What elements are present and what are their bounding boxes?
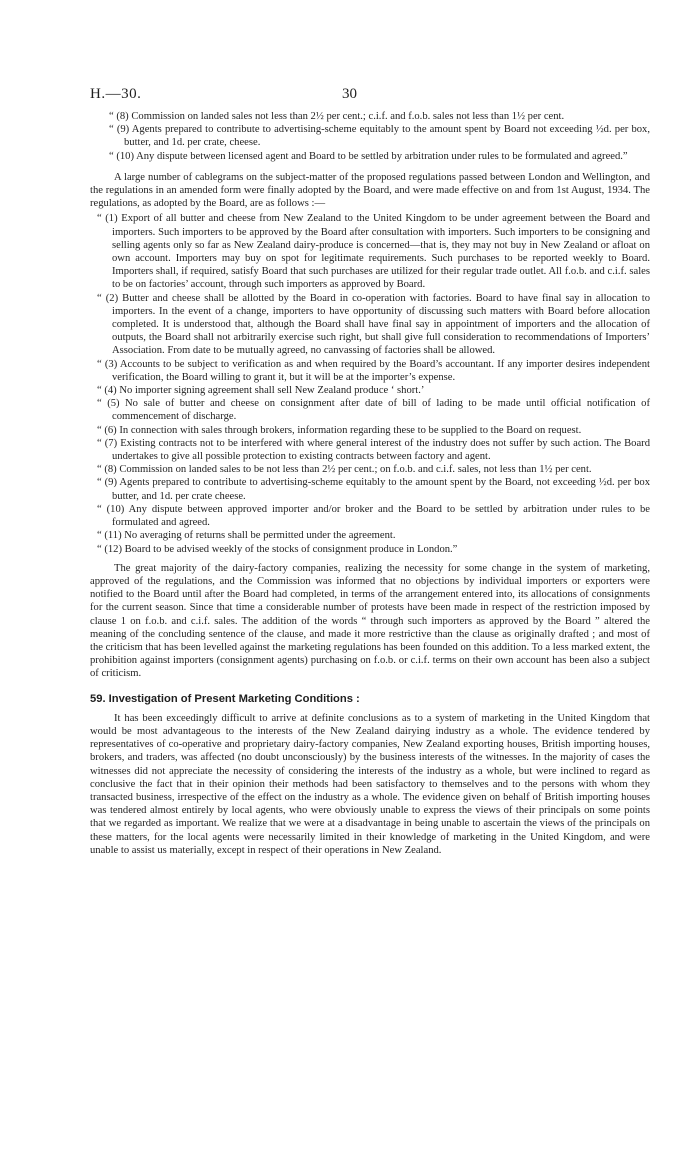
page-number: 30 — [342, 86, 357, 102]
body-paragraph: A large number of cablegrams on the subject-matter of the proposed regulations passed between London and Wellington, and the regulations in an amended form were finally adopted by the Board, and were made effective on and from 1st August, 1934. The regulations, as adopted by the Board, are as follows :— — [90, 171, 650, 210]
regulation-item: “ (5) No sale of butter and cheese on consignment after date of bill of lading to be made until official notification of commencement of discharge. — [97, 398, 650, 423]
document-reference: H.—30. — [90, 86, 142, 102]
page-header — [90, 86, 650, 106]
regulation-item: “ (3) Accounts to be subject to verification as and when required by the Board’s accountant. If any importer desires independent verification, the Board willing to grant it, but it will be at the importer’s expense. — [97, 358, 650, 383]
clause-item: “ (8) Commission on landed sales not less than 2½ per cent.; c.i.f. and f.o.b. sales not less than 1½ per cent. — [109, 111, 565, 122]
regulation-item: “ (1) Export of all butter and cheese from New Zealand to the United Kingdom to be under agreement between the Board and importers. Such importers to be approved by the Board after consultation with importers. Such importers to be consigning and selling agents only so far as New Zealand dairy-produce is concerned—that is, they may not buy in New Zealand or afloat on own account. Importers may buy on spot for legitimate requirements. Such purchases to be reported weekly to Board. Importers shall, if required, satisfy Board that such purchases are utilized for their regular trade outlet. All f.o.b. and c.i.f. sales to be on factories’ account, through such importers as approved by Board. — [97, 213, 650, 291]
regulation-item: “ (10) Any dispute between approved importer and/or broker and the Board to be settled by arbitration under rules to be formulated and agreed. — [97, 503, 650, 529]
regulation-item: “ (6) In connection with sales through brokers, information regarding these to be supplied to the Board on request. — [97, 424, 582, 436]
section-heading: 59. Investigation of Present Marketing Conditions : — [90, 692, 360, 705]
body-paragraph: It has been exceedingly difficult to arrive at definite conclusions as to a system of marketing in the United Kingdom that would be most advantageous to the interests of the New Zealand dairying industry as a whole. The evidence tendered by representatives of co-operative and proprietary dairy-factory companies, New Zealand exporting houses, British importing houses, brokers, and traders, was affected (no doubt unconsciously) by the business interests of the witnesses. In the majority of cases the witnesses did not appreciate the necessity of considering the interests of the industry as a whole, but were inclined to regard as conclusive the fact that in their opinion their methods had been satisfactory to themselves and to the persons with whom they transacted business, irrespective of the effect on the industry as a whole. The evidence given on behalf of British importing houses was tendered almost entirely by local agents, who were obviously unable to express the views of their principals on some points that we regarded as important. We realize that we were at a disadvantage in being unable to ascertain the views of the principals on these matters, for the local agents were necessarily limited in their knowledge of marketing in the United Kingdom, and were unable to assist us materially, except in respect of their operations in New Zealand. — [90, 712, 650, 856]
regulation-item: “ (9) Agents prepared to contribute to advertising-scheme equitably to the amount spent by the Board, not exceeding ½d. per box butter, and 1d. per crate cheese. — [97, 477, 650, 502]
regulation-item: “ (12) Board to be advised weekly of the stocks of consignment produce in London.” — [97, 543, 458, 555]
regulations-list — [90, 212, 650, 555]
clause-item: “ (9) Agents prepared to contribute to advertising-scheme equitably to the amount spent by Board not exceeding ½d. per box, butter, and 1d. per crate, cheese. — [109, 124, 650, 149]
regulation-item: “ (4) No importer signing agreement shall sell New Zealand produce ‘ short.’ — [97, 385, 425, 397]
clause-item: “ (10) Any dispute between licensed agent and Board to be settled by arbitration under rules to be formulated and agreed.” — [109, 150, 628, 162]
draft-clauses-list — [90, 110, 650, 163]
regulation-item: “ (7) Existing contracts not to be interfered with where general interest of the industry does not suffer by such action. The Board undertakes to give all possible protection to existing contracts between factory and agent. — [97, 437, 650, 463]
regulation-item: “ (11) No averaging of returns shall be permitted under the agreement. — [97, 530, 396, 542]
regulation-item: “ (8) Commission on landed sales to be not less than 2½ per cent.; on f.o.b. and c.i.f. sales, not less than 1½ per cent. — [97, 464, 592, 476]
regulation-item: “ (2) Butter and cheese shall be allotted by the Board in co-operation with factories. Board to have final say in allocation to importers. In the event of a change, importers to have opportunity of discussing such matters with Board before allocation completed. It is understood that, although the Board shall have final say in appointment of importers and the allocation of outputs, the Board shall not arbitrarily exercise such right, but shall give full consideration to recommendations of Importers’ Association. From date to be mutually agreed, no canvassing of factories shall be allowed. — [97, 292, 650, 357]
body-paragraph: The great majority of the dairy-factory companies, realizing the necessity for some change in the system of marketing, approved of the regulations, and the Commission was informed that no objections by individual importers or exporters were notified to the Board until after the Board had completed, in terms of the arrangement entered into, its allocations of consignments for the current season. Since that time a considerable number of protests have been made in respect of the restriction imposed by clause 1 on f.o.b. and c.i.f. sales. The addition of the words “ through such importers as approved by the Board ” altered the meaning of the concluding sentence of the clause, and made it more restrictive than the clause as originally drafted ; and most of the criticism that has been levelled against the marketing regulations has been founded on this addition. To a less marked extent, the prohibition against importers (consignment agents) purchasing on f.o.b. or c.i.f. terms on their own account has been also a subject of criticism. — [90, 562, 650, 680]
page-body — [90, 110, 650, 857]
